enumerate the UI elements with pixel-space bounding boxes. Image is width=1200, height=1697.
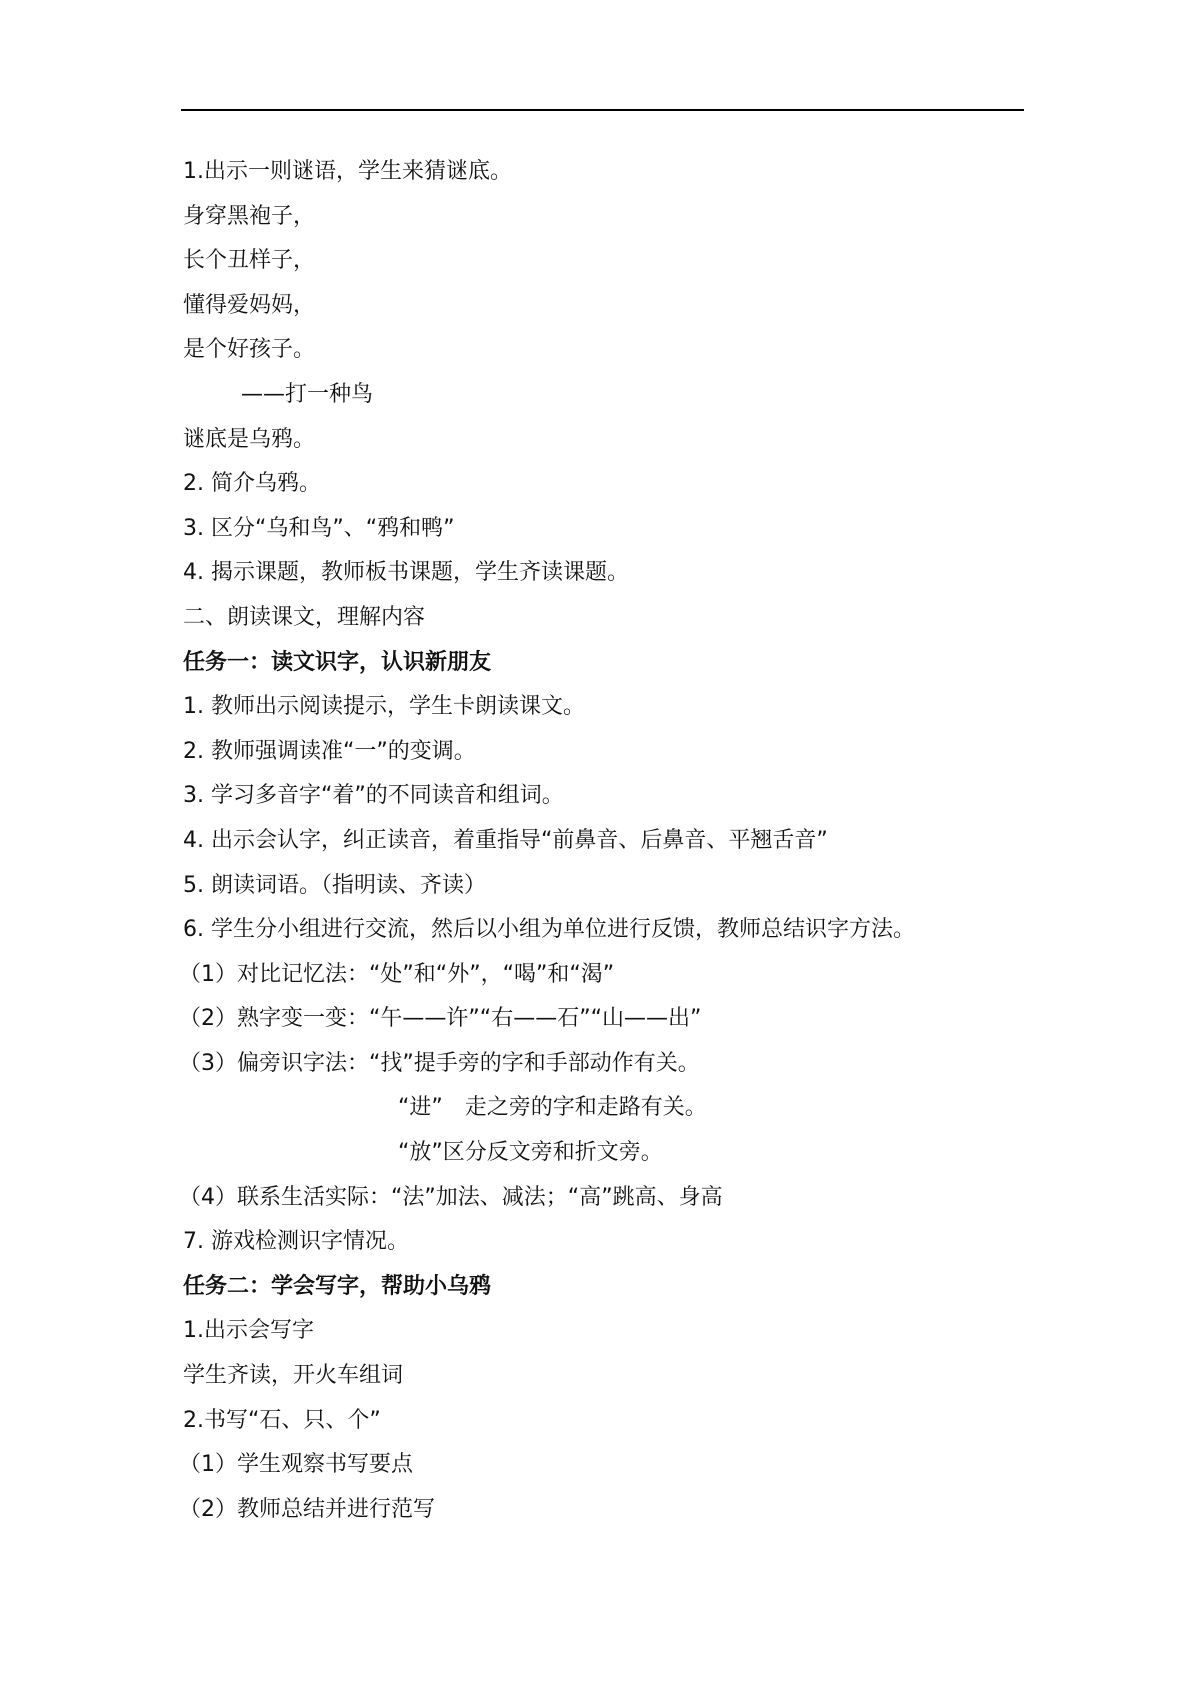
task-one-step-4: 4. 出示会认字，纠正读音，着重指导“前鼻音、后鼻音、平翘舌音” <box>183 827 828 853</box>
task-one-step-3: 3. 学习多音字“着”的不同读音和组词。 <box>183 783 564 809</box>
method-1: （1）对比记忆法：“处”和“外”，“喝”和“渴” <box>179 961 615 987</box>
riddle-answer: 谜底是乌鸦。 <box>183 426 316 452</box>
task-one-step-2: 2. 教师强调读准“一”的变调。 <box>183 738 476 764</box>
writing-sub-1: （1）学生观察书写要点 <box>179 1452 413 1478</box>
task-two-step-2: 2.书写“石、只、个” <box>183 1407 381 1433</box>
riddle-line: 懂得爱妈妈， <box>183 292 316 318</box>
task-one-step-6: 6. 学生分小组进行交流，然后以小组为单位进行反馈，教师总结识字方法。 <box>183 917 915 943</box>
method-3: （3）偏旁识字法：“找”提手旁的字和手部动作有关。 <box>179 1050 700 1076</box>
riddle-hint: ——打一种鸟 <box>241 381 374 407</box>
task-one-heading: 任务一：读文识字，认识新朋友 <box>183 649 492 675</box>
section-heading: 二、朗读课文，理解内容 <box>183 604 426 630</box>
step-2: 2. 简介乌鸦。 <box>183 471 321 497</box>
header-rule <box>181 109 1024 111</box>
step-4: 4. 揭示课题，教师板书课题，学生齐读课题。 <box>183 560 629 586</box>
method-2: （2）熟字变一变：“午——许”“右——石”“山——出” <box>179 1006 702 1032</box>
task-one-step-7: 7. 游戏检测识字情况。 <box>183 1229 409 1255</box>
method-3-sub: “进” 走之旁的字和走路有关。 <box>398 1095 707 1121</box>
task-one-step-1: 1. 教师出示阅读提示，学生卡朗读课文。 <box>183 694 585 720</box>
riddle-line: 长个丑样子， <box>183 248 316 274</box>
task-one-step-5: 5. 朗读词语。（指明读、齐读） <box>183 872 486 898</box>
step-3: 3. 区分“乌和鸟”、“鸦和鸭” <box>183 515 455 541</box>
task-two-heading: 任务二：学会写字，帮助小乌鸦 <box>183 1273 492 1299</box>
riddle-line: 是个好孩子。 <box>183 337 316 363</box>
task-two-step-1: 1.出示会写字 <box>183 1318 314 1344</box>
document-body <box>179 150 1043 1532</box>
riddle-intro: 1.出示一则谜语，学生来猜谜底。 <box>183 159 512 184</box>
writing-sub-2: （2）教师总结并进行范写 <box>179 1496 435 1522</box>
method-3-sub: “放”区分反文旁和折文旁。 <box>398 1140 663 1166</box>
task-two-note: 学生齐读，开火车组词 <box>183 1363 404 1389</box>
method-4: （4）联系生活实际：“法”加法、减法；“高”跳高、身高 <box>179 1184 723 1210</box>
riddle-line: 身穿黑袍子， <box>183 203 316 229</box>
